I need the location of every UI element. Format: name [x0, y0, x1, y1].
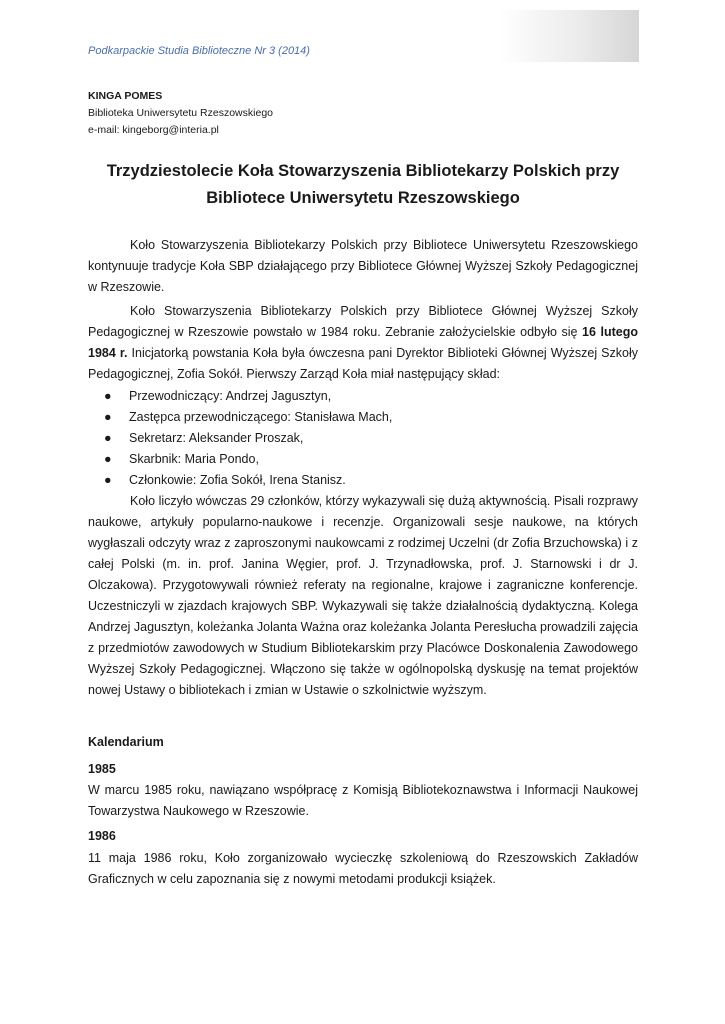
bullet-icon: ● — [104, 473, 112, 487]
paragraph-3-text: Koło liczyło wówczas 29 członków, którzy wykazywali się dużą aktywnością. Pisali rozprawy naukowe, artykuły popularno-naukowe i recenzje. Organizowali sesje naukowe, na których wygłaszali odczyty wraz z zaproszonymi naukowcami z rodzimej Uczelni (dr Zofia Brzuchowska) i z całej Polski (m. in. prof. Janina Węgier, prof. J. Trzynadłowska, prof. J. Starnowski i dr J. Olczakowa). Przygotowywali również referaty na regionalne, krajowe i zagraniczne konferencje. Uczestniczyli w zjazdach krajowych SBP. Wykazywali się także działalnością dydaktyczną. Kolega Andrzej Jagusztyn, koleżanka Jolanta Ważna oraz koleżanka Jolanta Peresłucha prowadzili zajęcia z przedmiotów zawodowych w Studium Bibliotekarskim przy Placówce Doskonalenia Zawodowego Wyższej Szkoły Pedagogicznej. Włączono się także w ogólnopolską dyskusję na temat projektów nowej Ustawy o bibliotekach i zmian w Ustawie o szkolnictwie wyższym. — [88, 494, 638, 697]
title-line-1: Trzydziestolecie Koła Stowarzyszenia Bibliotekarzy Polskich przy — [106, 162, 620, 180]
author-block — [88, 88, 273, 139]
author-email: e-mail: kingeborg@interia.pl — [88, 124, 219, 136]
paragraph-2-text — [88, 301, 638, 385]
list-item-text: Skarbnik: Maria Pondo, — [129, 452, 259, 466]
bullet-icon: ● — [104, 431, 112, 445]
bullet-icon: ● — [104, 452, 112, 466]
list-item — [88, 470, 608, 491]
paragraph-3 — [88, 491, 638, 701]
entry-1985 — [88, 780, 638, 822]
entry-1985-text: W marcu 1985 roku, nawiązano współpracę z Komisją Bibliotekoznawstwa i Informacji Naukowej Towarzystwa Naukowego w Rzeszowie. — [88, 783, 638, 818]
list-item — [88, 449, 608, 470]
bullet-icon: ● — [104, 410, 112, 424]
list-item — [88, 407, 608, 428]
title-line-2: Bibliotece Uniwersytetu Rzeszowskiego — [206, 189, 520, 207]
kalendarium-heading: Kalendarium — [88, 735, 164, 749]
article-title — [88, 158, 638, 212]
author-affiliation: Biblioteka Uniwersytetu Rzeszowskiego — [88, 107, 273, 119]
year-heading-1985: 1985 — [88, 762, 116, 776]
list-item-text: Członkowie: Zofia Sokół, Irena Stanisz. — [129, 473, 346, 487]
entry-1986-text: 11 maja 1986 roku, Koło zorganizowało wycieczkę szkoleniową do Rzeszowskich Zakładów Graficznych w celu zapoznania się z nowymi metodami produkcji książek. — [88, 851, 638, 886]
founding-date: 16 lutego 1984 r. — [88, 325, 638, 360]
paragraph-2 — [88, 301, 638, 385]
bullet-icon: ● — [104, 389, 112, 403]
list-item-text: Zastępca przewodniczącego: Stanisława Mach, — [129, 410, 393, 424]
paragraph-2-before: Koło Stowarzyszenia Bibliotekarzy Polskich przy Bibliotece Głównej Wyższej Szkoły Pedagogicznej w Rzeszowie powstało w 1984 roku. Zebranie założycielskie odbyło się — [88, 304, 638, 339]
paragraph-1 — [88, 235, 638, 298]
list-item — [88, 386, 608, 407]
header-decoration — [499, 10, 639, 62]
entry-1986 — [88, 848, 638, 890]
year-heading-1986: 1986 — [88, 829, 116, 843]
journal-header: Podkarpackie Studia Biblioteczne Nr 3 (2014) — [88, 45, 310, 57]
paragraph-2-after: Inicjatorką powstania Koła była ówczesna pani Dyrektor Biblioteki Głównej Wyższej Szkoły Pedagogicznej, Zofia Sokół. Pierwszy Zarząd Koła miał następujący skład: — [88, 346, 638, 381]
list-item-text: Sekretarz: Aleksander Proszak, — [129, 431, 304, 445]
list-item — [88, 428, 608, 449]
author-name: KINGA POMES — [88, 90, 163, 102]
list-item-text: Przewodniczący: Andrzej Jagusztyn, — [129, 389, 332, 403]
paragraph-1-text: Koło Stowarzyszenia Bibliotekarzy Polskich przy Bibliotece Uniwersytetu Rzeszowskiego kontynuuje tradycje Koła SBP działającego przy Bibliotece Głównej Wyższej Szkoły Pedagogicznej w Rzeszowie. — [88, 238, 638, 294]
board-members-list — [88, 386, 608, 491]
